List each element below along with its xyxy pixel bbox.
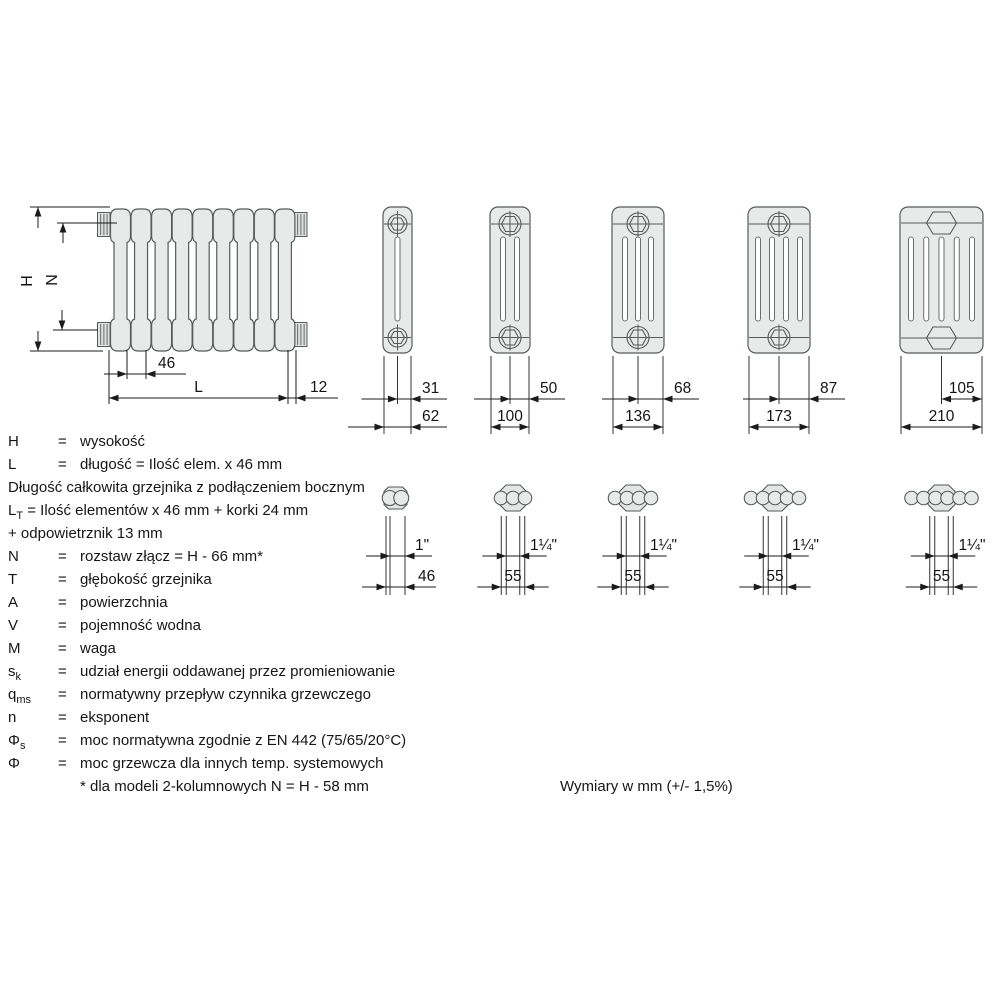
legend-text: $L_T$ = Ilość elementów x 46 mm + korki 24 mm [8, 502, 309, 522]
legend-row-m [0, 641, 560, 664]
legend-text: Długość całkowita grzejnika z podłączeniem bocznym [8, 479, 365, 496]
legend [0, 0, 560, 820]
legend-equals: = [58, 594, 67, 611]
legend-definition: pojemność wodna [80, 617, 201, 634]
svg-text:1¼": 1¼" [530, 537, 558, 554]
legend-equals: = [58, 663, 67, 680]
legend-row-n [0, 549, 560, 572]
legend-row-φ [0, 733, 560, 756]
legend-equals: = [58, 548, 67, 565]
legend-equals: = [58, 686, 67, 703]
legend-row-q [0, 687, 560, 710]
legend-equals: = [58, 755, 67, 772]
legend-symbol: M [8, 640, 21, 657]
legend-definition: powierzchnia [80, 594, 168, 611]
legend-symbol: Φ [8, 755, 20, 772]
svg-text:N: N [44, 274, 61, 286]
legend-definition: normatywny przepływ czynnika grzewczego [80, 686, 371, 703]
svg-text:46: 46 [158, 355, 176, 372]
svg-text:105: 105 [948, 380, 975, 397]
svg-text:1¼": 1¼" [792, 537, 820, 554]
legend-definition: udział energii oddawanej przez promieniowanie [80, 663, 396, 680]
svg-text:12: 12 [310, 379, 328, 396]
legend-row-s [0, 664, 560, 687]
svg-text:87: 87 [820, 380, 838, 397]
legend-equals: = [58, 732, 67, 749]
legend-equals: = [58, 571, 67, 588]
svg-text:46: 46 [418, 568, 436, 585]
legend-symbol: L [8, 456, 17, 473]
legend-symbol: V [8, 617, 19, 634]
legend-symbol: T [8, 571, 18, 588]
legend-symbol: A [8, 594, 19, 611]
svg-text:1¼": 1¼" [958, 537, 986, 554]
legend-symbol: N [8, 548, 19, 565]
svg-text:55: 55 [504, 568, 522, 585]
legend-equals: = [58, 617, 67, 634]
legend-row-text [0, 480, 560, 503]
svg-text:62: 62 [422, 408, 440, 425]
legend-text: + odpowietrznik 13 mm [8, 525, 163, 542]
legend-row-h [0, 434, 560, 457]
legend-definition: długość = Ilość elem. x 46 mm [80, 456, 283, 473]
legend-footnote: * dla modeli 2-kolumnowych N = H - 58 mm [80, 778, 369, 795]
svg-text:173: 173 [766, 408, 792, 425]
units-note: Wymiary w mm (+/- 1,5%) [560, 778, 733, 795]
svg-text:1": 1" [415, 537, 430, 554]
legend-row-l [0, 457, 560, 480]
svg-text:L: L [194, 379, 203, 396]
legend-definition: waga [80, 640, 116, 657]
legend-equals: = [58, 433, 67, 450]
svg-text:68: 68 [674, 380, 692, 397]
legend-equals: = [58, 456, 67, 473]
legend-definition: wysokość [80, 433, 146, 450]
legend-definition: rozstaw złącz = H - 66 mm* [80, 548, 263, 565]
svg-text:50: 50 [540, 380, 558, 397]
svg-text:100: 100 [497, 408, 523, 425]
svg-text:H: H [19, 275, 36, 287]
svg-text:55: 55 [624, 568, 642, 585]
legend-definition: eksponent [80, 709, 150, 726]
svg-text:55: 55 [932, 568, 951, 585]
svg-text:31: 31 [422, 380, 440, 397]
legend-row-text [0, 779, 560, 802]
legend-symbol: n [8, 709, 17, 726]
legend-definition: moc grzewcza dla innych temp. systemowych [80, 755, 384, 772]
legend-definition: moc normatywna zgodnie z EN 442 (75/65/20°C) [80, 732, 407, 749]
svg-text:136: 136 [625, 408, 651, 425]
legend-row-v [0, 618, 560, 641]
legend-equals: = [58, 640, 67, 657]
legend-symbol: $\Phi_s$ [8, 732, 26, 752]
svg-text:210: 210 [928, 408, 955, 425]
legend-row-text [0, 526, 560, 549]
svg-text:1¼": 1¼" [650, 537, 678, 554]
legend-row-n [0, 710, 560, 733]
legend-row-φ [0, 756, 560, 779]
legend-row-t [0, 572, 560, 595]
legend-row-a [0, 595, 560, 618]
legend-row-l [0, 503, 560, 526]
legend-symbol: H [8, 433, 19, 450]
legend-symbol: $q_{ms}$ [8, 686, 32, 706]
legend-equals: = [58, 709, 67, 726]
svg-text:55: 55 [766, 568, 784, 585]
legend-definition: głębokość grzejnika [80, 571, 212, 588]
legend-symbol: $s_k$ [8, 663, 21, 683]
